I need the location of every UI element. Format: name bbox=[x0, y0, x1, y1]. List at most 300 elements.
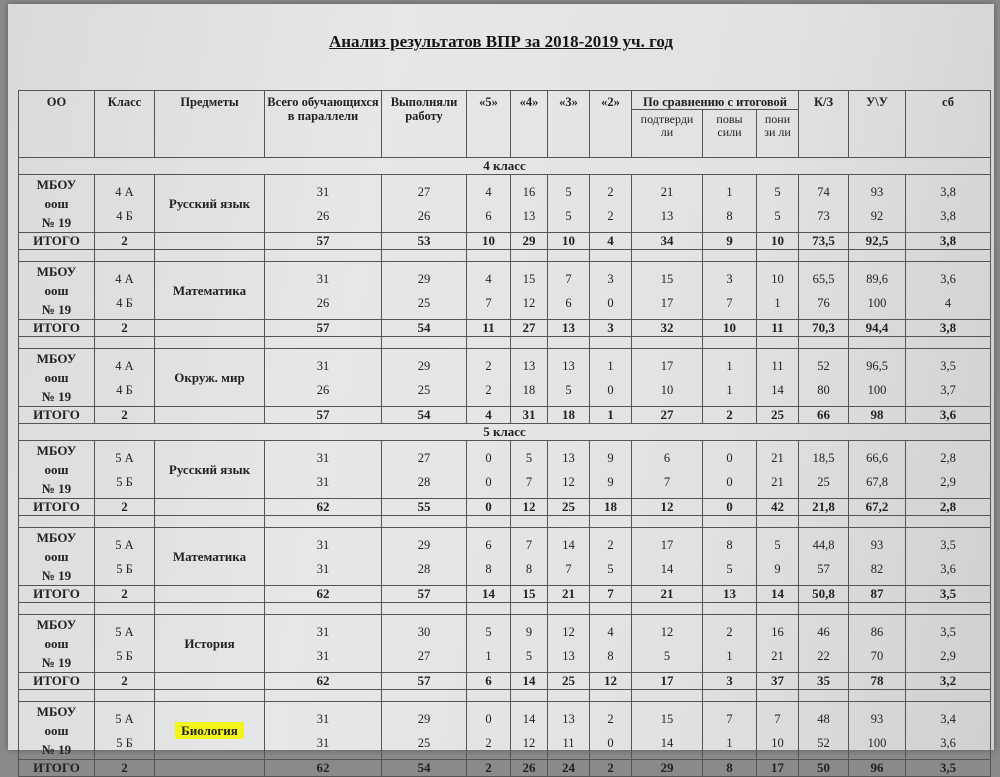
spacer-cell bbox=[799, 603, 849, 615]
section-label: 5 класс bbox=[19, 424, 991, 441]
header-comparison: По сравнению с итоговой bbox=[632, 91, 799, 110]
total-value: 17 bbox=[757, 760, 799, 777]
spacer-cell bbox=[548, 516, 590, 528]
value-a: 5 bbox=[565, 184, 572, 199]
spacer-cell bbox=[799, 690, 849, 702]
value-a: 4 bbox=[607, 624, 614, 639]
total-empty bbox=[155, 320, 265, 337]
document-title: Анализ результатов ВПР за 2018-2019 уч. год bbox=[328, 32, 673, 51]
spacer-row bbox=[19, 690, 991, 702]
spacer-cell bbox=[548, 690, 590, 702]
total-value: 54 bbox=[382, 320, 467, 337]
school-cell bbox=[19, 441, 95, 499]
school-cell bbox=[19, 349, 95, 407]
value-b: 100 bbox=[867, 735, 887, 750]
total-value: 50,8 bbox=[799, 586, 849, 603]
class-cell bbox=[95, 441, 155, 499]
value-cell bbox=[511, 528, 548, 586]
value-cell bbox=[590, 262, 632, 320]
value-cell bbox=[632, 615, 703, 673]
total-class-count: 2 bbox=[95, 586, 155, 603]
school-name: оош bbox=[44, 549, 69, 564]
total-value: 9 bbox=[703, 233, 757, 250]
value-cell bbox=[382, 349, 467, 407]
school-name: оош bbox=[44, 462, 69, 477]
value-b: 12 bbox=[522, 295, 536, 310]
spacer-row bbox=[19, 516, 991, 528]
value-cell bbox=[799, 441, 849, 499]
value-cell bbox=[799, 175, 849, 233]
value-a: 65,5 bbox=[812, 271, 835, 286]
total-class-count: 2 bbox=[95, 673, 155, 690]
table-row bbox=[19, 349, 991, 407]
spacer-cell bbox=[703, 250, 757, 262]
value-cell bbox=[632, 441, 703, 499]
value-b: 100 bbox=[867, 295, 887, 310]
value-b: 2 bbox=[485, 735, 492, 750]
total-row bbox=[19, 233, 991, 250]
value-a: 5 bbox=[774, 184, 781, 199]
total-value: 2 bbox=[703, 407, 757, 424]
value-b: 9 bbox=[774, 561, 781, 576]
school-name: № 19 bbox=[41, 215, 72, 230]
value-a: 2 bbox=[607, 537, 614, 552]
class-b: 4 Б bbox=[116, 382, 133, 397]
value-b: 2 bbox=[485, 382, 492, 397]
total-empty bbox=[155, 407, 265, 424]
total-value: 14 bbox=[467, 586, 511, 603]
total-value: 29 bbox=[632, 760, 703, 777]
class-a: 4 А bbox=[115, 358, 134, 373]
total-value: 24 bbox=[548, 760, 590, 777]
value-a: 5 bbox=[525, 450, 533, 465]
total-value: 55 bbox=[382, 499, 467, 516]
spacer-cell bbox=[590, 250, 632, 262]
value-cell bbox=[703, 528, 757, 586]
value-cell bbox=[382, 528, 467, 586]
spacer-cell bbox=[590, 603, 632, 615]
document-sheet bbox=[8, 4, 994, 775]
value-cell bbox=[906, 528, 991, 586]
spacer-cell bbox=[703, 337, 757, 349]
school-name: оош bbox=[44, 636, 69, 651]
spacer-cell bbox=[548, 337, 590, 349]
subject-name: История bbox=[184, 635, 235, 651]
spacer-cell bbox=[548, 603, 590, 615]
total-value: 57 bbox=[382, 673, 467, 690]
header-subjects: Предметы bbox=[155, 91, 265, 158]
spacer-cell bbox=[703, 516, 757, 528]
total-value: 8 bbox=[703, 760, 757, 777]
value-cell bbox=[511, 175, 548, 233]
subject-cell bbox=[155, 262, 265, 320]
spacer-cell bbox=[703, 690, 757, 702]
total-value: 2,8 bbox=[906, 499, 991, 516]
value-b: 12 bbox=[522, 735, 536, 750]
header-grade-4: «4» bbox=[511, 91, 548, 158]
header-sb: сб bbox=[906, 91, 991, 158]
school-name: № 19 bbox=[41, 568, 72, 583]
value-b: 0 bbox=[485, 474, 492, 489]
total-empty bbox=[155, 586, 265, 603]
value-a: 21 bbox=[660, 184, 674, 199]
total-value: 62 bbox=[265, 499, 382, 516]
subject-cell bbox=[155, 441, 265, 499]
value-a: 3 bbox=[726, 271, 733, 286]
value-b: 13 bbox=[660, 208, 674, 223]
spacer-cell bbox=[511, 516, 548, 528]
header-grade-5: «5» bbox=[467, 91, 511, 158]
value-cell bbox=[548, 528, 590, 586]
value-b: 13 bbox=[562, 648, 575, 663]
total-value: 21 bbox=[632, 586, 703, 603]
value-a: 3,8 bbox=[940, 184, 956, 199]
class-b: 5 Б bbox=[116, 474, 133, 489]
total-value: 3,5 bbox=[906, 586, 991, 603]
value-a: 10 bbox=[771, 271, 784, 286]
value-cell bbox=[906, 441, 991, 499]
total-value: 27 bbox=[632, 407, 703, 424]
total-label: ИТОГО bbox=[19, 233, 95, 250]
subject-name: Русский язык bbox=[168, 195, 251, 211]
total-label: ИТОГО bbox=[19, 760, 95, 777]
value-a: 7 bbox=[726, 711, 733, 726]
spacer-cell bbox=[382, 603, 467, 615]
total-value: 37 bbox=[757, 673, 799, 690]
value-a: 2 bbox=[485, 358, 492, 373]
value-b: 22 bbox=[817, 648, 830, 663]
value-cell bbox=[467, 528, 511, 586]
value-cell bbox=[265, 702, 382, 760]
value-cell bbox=[511, 615, 548, 673]
total-label: ИТОГО bbox=[19, 586, 95, 603]
header-raised: повы сили bbox=[703, 110, 757, 158]
value-a: 29 bbox=[417, 271, 431, 286]
value-b: 14 bbox=[660, 735, 674, 750]
total-value: 3,6 bbox=[906, 407, 991, 424]
value-cell bbox=[849, 615, 906, 673]
school-name: № 19 bbox=[41, 481, 72, 496]
value-b: 5 bbox=[726, 561, 733, 576]
table-row bbox=[19, 262, 991, 320]
value-b: 25 bbox=[417, 735, 431, 750]
value-b: 14 bbox=[660, 561, 674, 576]
value-b: 28 bbox=[417, 561, 431, 576]
value-cell bbox=[265, 349, 382, 407]
value-cell bbox=[906, 262, 991, 320]
value-a: 31 bbox=[316, 624, 330, 639]
value-a: 31 bbox=[316, 184, 330, 199]
value-b: 31 bbox=[316, 474, 330, 489]
total-class-count: 2 bbox=[95, 760, 155, 777]
value-cell bbox=[799, 702, 849, 760]
value-a: 31 bbox=[316, 450, 330, 465]
value-b: 6 bbox=[485, 208, 492, 223]
value-a: 17 bbox=[660, 537, 674, 552]
value-cell bbox=[632, 349, 703, 407]
subject-name: Окруж. мир bbox=[174, 369, 245, 385]
spacer-cell bbox=[467, 337, 511, 349]
school-name: МБОУ bbox=[36, 530, 77, 545]
value-cell bbox=[632, 528, 703, 586]
value-cell bbox=[265, 441, 382, 499]
total-value: 73,5 bbox=[799, 233, 849, 250]
value-cell bbox=[382, 175, 467, 233]
value-b: 7 bbox=[525, 474, 533, 489]
value-b: 5 bbox=[565, 208, 572, 223]
value-b: 17 bbox=[660, 295, 674, 310]
header-uu: У\У bbox=[849, 91, 906, 158]
value-b: 14 bbox=[771, 382, 784, 397]
value-cell bbox=[548, 349, 590, 407]
total-value: 29 bbox=[511, 233, 548, 250]
value-a: 17 bbox=[660, 358, 674, 373]
value-a: 5 bbox=[774, 537, 781, 552]
value-a: 29 bbox=[417, 358, 431, 373]
total-value: 18 bbox=[548, 407, 590, 424]
header-confirmed: подтверди ли bbox=[632, 110, 703, 158]
total-value: 2 bbox=[590, 760, 632, 777]
spacer-cell bbox=[265, 337, 382, 349]
value-a: 13 bbox=[562, 358, 575, 373]
spacer-cell bbox=[799, 516, 849, 528]
subject-name: Биология bbox=[175, 722, 244, 739]
school-cell bbox=[19, 615, 95, 673]
total-value: 17 bbox=[632, 673, 703, 690]
value-b: 5 bbox=[607, 561, 614, 576]
total-label: ИТОГО bbox=[19, 407, 95, 424]
value-cell bbox=[548, 615, 590, 673]
value-a: 15 bbox=[522, 271, 536, 286]
spacer-cell bbox=[265, 690, 382, 702]
value-b: 31 bbox=[316, 648, 330, 663]
value-b: 57 bbox=[817, 561, 830, 576]
total-value: 35 bbox=[799, 673, 849, 690]
school-cell bbox=[19, 175, 95, 233]
value-a: 0 bbox=[485, 450, 492, 465]
value-a: 12 bbox=[562, 624, 575, 639]
value-a: 8 bbox=[726, 537, 733, 552]
school-name: № 19 bbox=[41, 302, 72, 317]
spacer-cell bbox=[906, 516, 991, 528]
total-value: 4 bbox=[467, 407, 511, 424]
value-a: 93 bbox=[870, 537, 884, 552]
value-cell bbox=[799, 615, 849, 673]
spacer-cell bbox=[757, 250, 799, 262]
class-cell bbox=[95, 528, 155, 586]
value-a: 46 bbox=[817, 624, 830, 639]
class-b: 5 Б bbox=[116, 648, 133, 663]
value-a: 3,6 bbox=[940, 271, 956, 286]
value-cell bbox=[548, 175, 590, 233]
total-value: 54 bbox=[382, 760, 467, 777]
school-name: МБОУ bbox=[36, 443, 77, 458]
section-label: 4 класс bbox=[19, 158, 991, 175]
spacer-cell bbox=[511, 337, 548, 349]
spacer-cell bbox=[19, 690, 95, 702]
spacer-cell bbox=[382, 250, 467, 262]
class-b: 4 Б bbox=[116, 295, 133, 310]
value-b: 21 bbox=[771, 474, 784, 489]
value-b: 2 bbox=[607, 208, 614, 223]
value-a: 96,5 bbox=[866, 358, 888, 373]
value-a: 1 bbox=[726, 358, 733, 373]
subject-cell bbox=[155, 349, 265, 407]
value-a: 3,5 bbox=[940, 537, 956, 552]
total-value: 11 bbox=[467, 320, 511, 337]
class-cell bbox=[95, 262, 155, 320]
total-label: ИТОГО bbox=[19, 320, 95, 337]
spacer-cell bbox=[95, 603, 155, 615]
spacer-cell bbox=[511, 250, 548, 262]
spacer-cell bbox=[19, 250, 95, 262]
value-b: 82 bbox=[870, 561, 884, 576]
header-grade-3: «3» bbox=[548, 91, 590, 158]
total-row bbox=[19, 407, 991, 424]
school-name: № 19 bbox=[41, 389, 72, 404]
value-cell bbox=[467, 175, 511, 233]
spacer-cell bbox=[467, 603, 511, 615]
value-cell bbox=[265, 175, 382, 233]
value-a: 48 bbox=[817, 711, 830, 726]
header-kz: К/З bbox=[799, 91, 849, 158]
value-cell bbox=[467, 441, 511, 499]
class-cell bbox=[95, 615, 155, 673]
value-a: 44,8 bbox=[812, 537, 835, 552]
value-b: 0 bbox=[726, 474, 733, 489]
value-a: 13 bbox=[562, 450, 575, 465]
spacer-cell bbox=[155, 337, 265, 349]
spacer-cell bbox=[632, 250, 703, 262]
total-value: 1 bbox=[590, 407, 632, 424]
value-cell bbox=[511, 441, 548, 499]
value-cell bbox=[757, 175, 799, 233]
value-a: 93 bbox=[870, 711, 884, 726]
total-value: 98 bbox=[849, 407, 906, 424]
total-value: 78 bbox=[849, 673, 906, 690]
value-cell bbox=[906, 702, 991, 760]
value-b: 10 bbox=[771, 735, 784, 750]
header-total-students: Всего обучающихся в параллели bbox=[265, 91, 382, 158]
value-cell bbox=[511, 702, 548, 760]
total-empty bbox=[155, 233, 265, 250]
value-b: 28 bbox=[417, 474, 431, 489]
value-cell bbox=[757, 615, 799, 673]
spacer-cell bbox=[511, 603, 548, 615]
spacer-cell bbox=[19, 337, 95, 349]
value-b: 0 bbox=[607, 735, 614, 750]
value-cell bbox=[382, 702, 467, 760]
value-a: 16 bbox=[522, 184, 536, 199]
value-a: 31 bbox=[316, 537, 330, 552]
value-b: 7 bbox=[726, 295, 733, 310]
value-cell bbox=[511, 262, 548, 320]
spacer-cell bbox=[906, 337, 991, 349]
total-value: 4 bbox=[590, 233, 632, 250]
class-b: 4 Б bbox=[116, 208, 133, 223]
value-a: 14 bbox=[522, 711, 536, 726]
spacer-cell bbox=[155, 603, 265, 615]
total-value: 62 bbox=[265, 586, 382, 603]
spacer-cell bbox=[590, 690, 632, 702]
value-cell bbox=[799, 528, 849, 586]
value-cell bbox=[548, 262, 590, 320]
total-value: 3,5 bbox=[906, 760, 991, 777]
value-a: 14 bbox=[562, 537, 575, 552]
value-b: 4 bbox=[944, 295, 952, 310]
subject-name: Математика bbox=[172, 282, 247, 298]
value-cell bbox=[382, 615, 467, 673]
table-row bbox=[19, 702, 991, 760]
value-b: 1 bbox=[726, 648, 733, 663]
value-b: 2,9 bbox=[940, 648, 956, 663]
value-b: 7 bbox=[663, 474, 671, 489]
total-value: 62 bbox=[265, 673, 382, 690]
value-b: 1 bbox=[774, 295, 781, 310]
value-a: 2,8 bbox=[940, 450, 956, 465]
school-name: МБОУ bbox=[36, 351, 77, 366]
school-name: № 19 bbox=[41, 742, 72, 757]
total-label: ИТОГО bbox=[19, 673, 95, 690]
value-cell bbox=[703, 262, 757, 320]
value-b: 25 bbox=[417, 295, 431, 310]
value-b: 26 bbox=[316, 295, 330, 310]
total-value: 0 bbox=[467, 499, 511, 516]
total-value: 21 bbox=[548, 586, 590, 603]
value-cell bbox=[632, 702, 703, 760]
value-a: 86 bbox=[870, 624, 884, 639]
total-value: 25 bbox=[548, 499, 590, 516]
table-row bbox=[19, 441, 991, 499]
value-cell bbox=[548, 702, 590, 760]
value-a: 2 bbox=[607, 711, 614, 726]
value-cell bbox=[590, 349, 632, 407]
value-cell bbox=[906, 615, 991, 673]
value-b: 9 bbox=[607, 474, 614, 489]
value-b: 2,9 bbox=[940, 474, 956, 489]
subject-name: Русский язык bbox=[168, 461, 251, 477]
total-empty bbox=[155, 760, 265, 777]
total-value: 34 bbox=[632, 233, 703, 250]
value-a: 3 bbox=[607, 271, 614, 286]
spacer-cell bbox=[382, 516, 467, 528]
header-grade-2: «2» bbox=[590, 91, 632, 158]
total-value: 96 bbox=[849, 760, 906, 777]
total-value: 94,4 bbox=[849, 320, 906, 337]
spacer-cell bbox=[155, 250, 265, 262]
value-a: 6 bbox=[663, 450, 671, 465]
value-b: 100 bbox=[867, 382, 887, 397]
value-b: 76 bbox=[817, 295, 830, 310]
total-value: 10 bbox=[703, 320, 757, 337]
value-b: 1 bbox=[726, 382, 733, 397]
subject-cell bbox=[155, 615, 265, 673]
spacer-cell bbox=[95, 337, 155, 349]
section-row bbox=[19, 158, 991, 175]
total-value: 15 bbox=[511, 586, 548, 603]
spacer-cell bbox=[511, 690, 548, 702]
value-b: 5 bbox=[663, 648, 671, 663]
school-name: МБОУ bbox=[36, 617, 77, 632]
value-a: 13 bbox=[562, 711, 575, 726]
value-a: 15 bbox=[660, 271, 674, 286]
value-cell bbox=[849, 528, 906, 586]
spacer-cell bbox=[382, 690, 467, 702]
value-b: 5 bbox=[774, 208, 781, 223]
total-row bbox=[19, 586, 991, 603]
total-value: 62 bbox=[265, 760, 382, 777]
school-name: оош bbox=[44, 283, 69, 298]
